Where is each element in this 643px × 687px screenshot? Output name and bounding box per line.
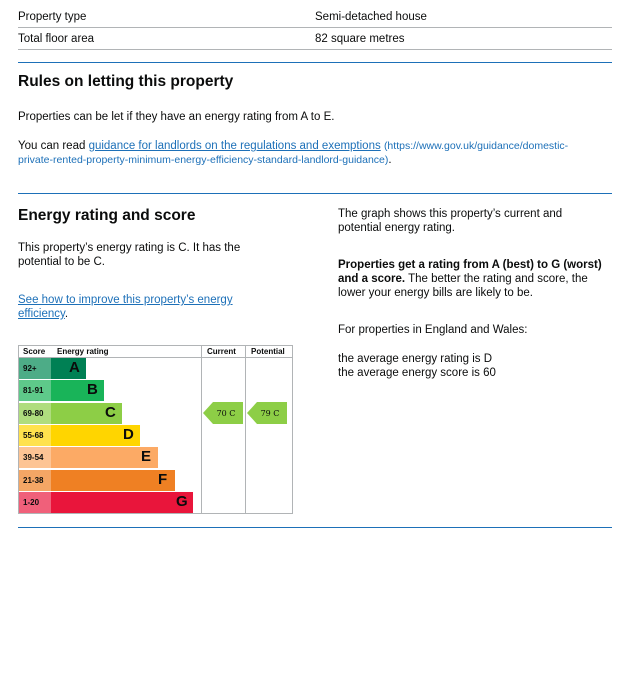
band-letter: F bbox=[158, 470, 168, 488]
potential-column-divider bbox=[245, 346, 246, 513]
intro-line1: The graph shows this property’s current and bbox=[338, 208, 563, 220]
current-column-divider bbox=[201, 346, 202, 513]
improve-link-line1: See how to improve this property’s energy bbox=[18, 294, 233, 306]
section-divider bbox=[18, 527, 612, 528]
bold-line1: Properties get a rating from A (best) to G (worst) bbox=[338, 259, 602, 271]
band-letter: D bbox=[123, 425, 134, 443]
band-score-range: 69-80 bbox=[19, 403, 51, 424]
energy-band-c bbox=[19, 403, 201, 424]
energy-band-g bbox=[19, 492, 201, 513]
summary-value: 82 square metres bbox=[315, 32, 405, 45]
intro-line2: potential energy rating. bbox=[338, 222, 455, 234]
average-score: the average energy score is 60 bbox=[338, 367, 496, 379]
chart-header bbox=[19, 346, 292, 357]
rating-line2: potential to be C. bbox=[18, 256, 105, 268]
improve-suffix: . bbox=[64, 308, 69, 320]
letting-heading: Rules on letting this property bbox=[18, 73, 234, 90]
arrow-label: 70 C bbox=[216, 408, 236, 418]
improve-link-line2: efficiency bbox=[18, 308, 65, 320]
energy-band-a bbox=[19, 358, 201, 379]
summary-value: Semi-detached house bbox=[315, 10, 427, 23]
after-bold-line3: lower your energy bills are likely to be. bbox=[338, 287, 533, 299]
band-bar bbox=[51, 492, 193, 513]
arrow-label: 79 C bbox=[260, 408, 280, 418]
rating-line1: This property’s energy rating is C. It has the bbox=[18, 242, 241, 254]
energy-band-e bbox=[19, 447, 201, 468]
guidance-url-line2: private-rented-property-minimum-energy-efficiency-standard-landlord-guidance) bbox=[18, 154, 389, 166]
property-summary-table bbox=[18, 6, 612, 50]
guidance-suffix: . bbox=[388, 154, 392, 166]
improve-link[interactable] bbox=[18, 294, 233, 320]
energy-band-b bbox=[19, 380, 201, 401]
band-score-range: 21-38 bbox=[19, 470, 51, 491]
average-rating: the average energy rating is D bbox=[338, 353, 493, 365]
current-rating-arrow bbox=[203, 402, 243, 424]
header-energy-rating: Energy rating bbox=[57, 347, 109, 356]
guidance-prefix: You can read bbox=[18, 140, 89, 152]
after-bold: The better the rating and score, the bbox=[405, 273, 588, 285]
potential-rating-arrow bbox=[247, 402, 287, 424]
band-letter: B bbox=[87, 381, 98, 399]
energy-rating-chart bbox=[18, 345, 293, 514]
energy-rating-text bbox=[18, 241, 240, 269]
improve-paragraph bbox=[18, 293, 233, 321]
band-score-range: 92+ bbox=[19, 358, 51, 379]
header-score: Score bbox=[23, 347, 46, 356]
letting-guidance-paragraph bbox=[18, 139, 612, 167]
band-score-range: 81-91 bbox=[19, 380, 51, 401]
summary-key: Total floor area bbox=[18, 32, 95, 45]
rating-explanation bbox=[338, 258, 618, 300]
band-score-range: 55-68 bbox=[19, 425, 51, 446]
section-divider bbox=[18, 62, 612, 63]
bold-line2: and a score. bbox=[338, 273, 406, 285]
summary-row-property-type bbox=[18, 6, 612, 28]
england-wales-text: For properties in England and Wales: bbox=[338, 324, 528, 336]
header-potential: Potential bbox=[251, 347, 285, 356]
band-bar bbox=[51, 470, 175, 491]
graph-intro bbox=[338, 207, 562, 235]
letting-paragraph: Properties can be let if they have an energy rating from A to E. bbox=[18, 111, 335, 123]
band-letter: C bbox=[105, 403, 116, 421]
section-divider bbox=[18, 193, 612, 194]
summary-key: Property type bbox=[18, 10, 87, 23]
band-letter: E bbox=[141, 448, 152, 466]
band-score-range: 1-20 bbox=[19, 492, 51, 513]
guidance-url-line1: (https://www.gov.uk/guidance/domestic- bbox=[383, 140, 569, 152]
band-score-range: 39-54 bbox=[19, 447, 51, 468]
energy-band-d bbox=[19, 425, 201, 446]
band-letter: A bbox=[69, 359, 80, 376]
summary-row-floor-area bbox=[18, 28, 612, 50]
guidance-link[interactable]: guidance for landlords on the regulations and exemptions bbox=[88, 140, 381, 152]
energy-band-f bbox=[19, 470, 201, 491]
energy-heading: Energy rating and score bbox=[18, 207, 196, 224]
header-current: Current bbox=[207, 347, 236, 356]
band-letter: G bbox=[176, 492, 188, 510]
